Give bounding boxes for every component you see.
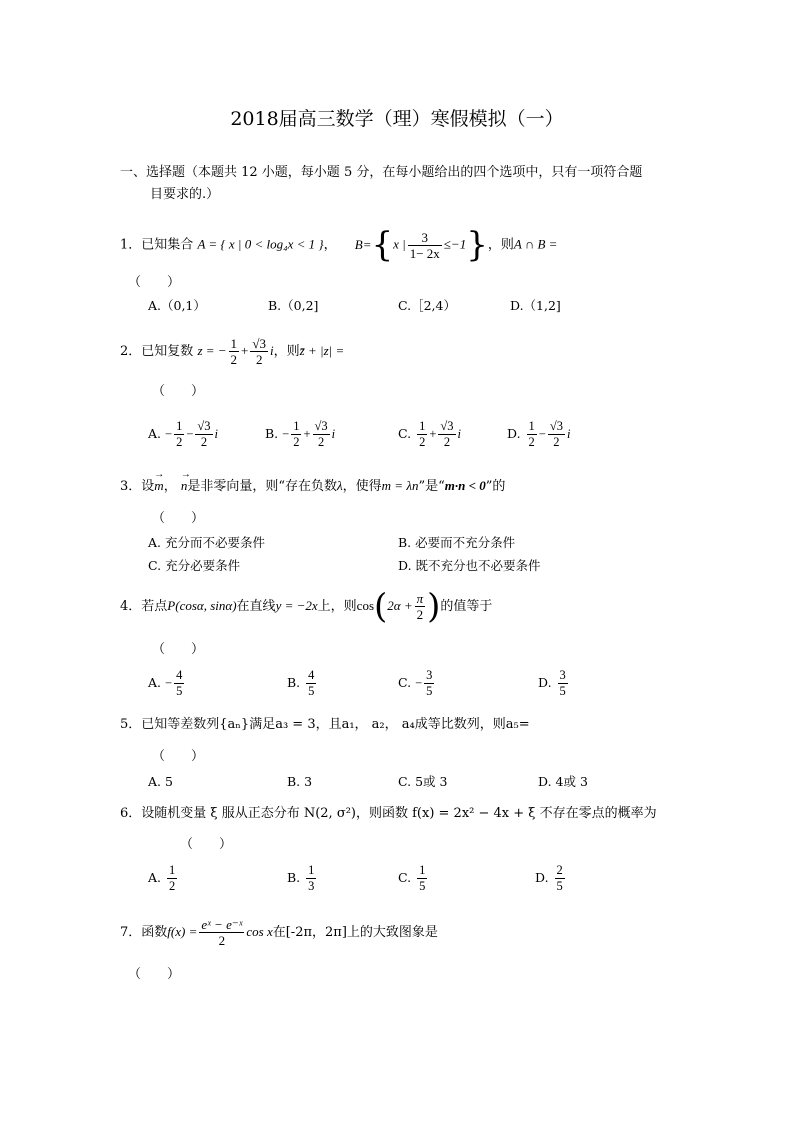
fraction-pi-half xyxy=(415,591,426,622)
fraction-denominator: 5 xyxy=(559,684,566,698)
fraction-denominator: 2 xyxy=(553,435,560,449)
fraction-denominator: 5 xyxy=(426,684,433,698)
fraction xyxy=(558,668,568,699)
fraction-numerator: √3 xyxy=(440,419,454,433)
fraction xyxy=(306,863,316,894)
function-fraction xyxy=(199,917,244,948)
answer-blank: （ ） xyxy=(152,511,205,526)
answer-blank: （ ） xyxy=(152,384,205,399)
fraction-numerator: 2 xyxy=(556,863,563,877)
fraction-numerator: 1 xyxy=(169,863,176,877)
fraction-denominator: 5 xyxy=(308,684,315,698)
question-7 xyxy=(120,915,438,950)
function-lead: f(x) = xyxy=(167,924,198,939)
option-label: B. xyxy=(287,675,301,690)
fraction-denominator: 2 xyxy=(317,435,325,449)
option-d: D.（1,2] xyxy=(510,298,561,313)
question-5 xyxy=(120,716,530,734)
question-text: 是非零向量，则“存在负数 xyxy=(187,479,337,494)
option-label: B. xyxy=(265,426,279,441)
question-text: 在直线 xyxy=(236,599,276,614)
vector-n: → n xyxy=(181,477,188,495)
minus-sign: − xyxy=(282,427,290,441)
option-c: C.［2,4） xyxy=(398,298,456,313)
fraction xyxy=(555,863,565,894)
page-title: 2018届高三数学（理）寒假模拟（一） xyxy=(230,108,564,130)
question-4 xyxy=(120,588,492,625)
fraction-denominator: 5 xyxy=(419,879,426,893)
option-b: B.（0,2] xyxy=(268,298,319,313)
question-text: ，使得 xyxy=(342,479,382,494)
query-expression: z̄ + |z| = xyxy=(299,343,345,358)
plus-sign: + xyxy=(303,427,311,441)
option-a xyxy=(148,665,186,701)
fraction-numerator: √3 xyxy=(252,336,267,351)
fraction-numerator: 1 xyxy=(419,863,426,877)
question-number: 3． xyxy=(120,479,142,494)
option-a: A. 5 xyxy=(148,774,173,789)
left-paren: ( xyxy=(374,586,388,627)
option-b xyxy=(287,860,318,896)
minus-sign: − xyxy=(165,427,173,441)
set-b-lead: B= xyxy=(354,236,372,252)
option-label: B. xyxy=(287,870,301,885)
lambda-symbol: λ xyxy=(337,478,343,493)
fraction-denominator: 2 xyxy=(293,435,300,449)
vector-m: → m xyxy=(154,477,163,495)
section-heading-line2: 目要求的.） xyxy=(150,187,220,202)
fraction xyxy=(438,419,455,450)
fraction-numerator: 4 xyxy=(176,668,183,682)
question-connector: ，则 xyxy=(273,344,300,359)
option-b xyxy=(265,416,335,452)
question-number: 7． xyxy=(120,925,142,940)
minus-sign: − xyxy=(186,427,194,441)
plus-sign: + xyxy=(241,343,249,358)
fraction-denominator: 2 xyxy=(528,435,535,449)
set-b-fraction xyxy=(408,230,442,261)
set-b-inequality: ≤−1 xyxy=(443,236,467,252)
set-a-expression: A = { x | 0 < log₄x < 1 } xyxy=(197,236,324,252)
fraction-numerator: 1 xyxy=(419,419,426,433)
option-a xyxy=(148,416,218,452)
question-number: 2． xyxy=(120,344,142,359)
imaginary-unit: i xyxy=(270,343,274,358)
answer-blank: （ ） xyxy=(180,837,233,852)
vector-equation: m = λn xyxy=(381,478,419,493)
fraction-numerator: √3 xyxy=(549,419,563,433)
fraction xyxy=(424,668,434,699)
question-text: 在[-2π，2π]上的大致图象是 xyxy=(272,925,438,940)
fraction xyxy=(548,419,565,450)
fraction-numerator: 4 xyxy=(308,668,315,682)
option-label: D. xyxy=(538,675,552,690)
fraction-numerator: 1 xyxy=(293,419,300,433)
answer-blank: （ ） xyxy=(152,642,205,657)
imaginary-unit: i xyxy=(331,427,336,441)
fraction xyxy=(306,668,316,699)
question-text: ， xyxy=(163,479,177,494)
fraction-denominator: 1− 2x xyxy=(409,245,440,261)
fraction-numerator: 1 xyxy=(308,863,315,877)
question-text: 设随机变量 ξ 服从正态分布 N(2, σ²)，则函数 f(x) = 2x² − 4x + ξ 不存在零点的概率为 xyxy=(141,806,657,821)
option-b xyxy=(287,665,318,701)
question-text: 已知等差数列{aₙ}满足a₃ = 3，且a₁， a₂， a₄成等比数列，则a₅= xyxy=(141,717,530,732)
fraction xyxy=(174,419,184,450)
option-a xyxy=(148,860,179,896)
set-b-var: x | xyxy=(393,236,406,252)
fraction xyxy=(174,668,184,699)
fraction-numerator: √3 xyxy=(197,419,211,433)
fraction-root-three-half xyxy=(250,336,268,367)
section-heading-line1: 一、选择题（本题共 12 小题，每小题 5 分，在每小题给出的四个选项中，只有一项符合题 xyxy=(120,165,643,180)
fraction-numerator: 1 xyxy=(528,419,535,433)
answer-blank: （ ） xyxy=(128,275,181,290)
fraction-numerator: eˣ − e⁻ˣ xyxy=(201,917,243,932)
point-expression: P(cosα, sinα) xyxy=(167,598,237,613)
question-1: 1．已知集合 A = { x | 0 < log₄x < 1 }， B={x | $\frac{3}{1- 2x}$ ≤−1}，则A ∩ B = xyxy=(120,225,558,265)
fraction-numerator: 3 xyxy=(426,668,433,682)
fraction-numerator: 1 xyxy=(176,419,183,433)
fraction xyxy=(417,863,427,894)
option-a: A. 充分而不必要条件 xyxy=(148,535,265,550)
fraction xyxy=(291,419,301,450)
line-equation: y = −2x xyxy=(275,598,318,613)
option-d xyxy=(538,665,570,701)
option-c xyxy=(398,860,429,896)
fraction-denominator: 5 xyxy=(176,684,183,698)
option-c xyxy=(398,665,436,701)
fraction-denominator: 2 xyxy=(230,352,238,367)
intersection-expression: A ∩ B = xyxy=(513,236,558,252)
question-number: 5． xyxy=(120,717,142,732)
option-d: D. 既不充分也不必要条件 xyxy=(398,558,541,573)
left-brace: { xyxy=(371,225,394,265)
right-paren: ) xyxy=(427,586,441,627)
fraction-denominator: 2 xyxy=(200,435,208,449)
fraction xyxy=(167,863,177,894)
question-text: ”的 xyxy=(485,479,506,494)
option-label: C. xyxy=(398,675,412,690)
imaginary-unit: i xyxy=(457,427,461,441)
fraction-numerator: π xyxy=(416,591,424,606)
minus-sign: − xyxy=(538,427,546,441)
imaginary-unit: i xyxy=(566,427,571,441)
sign: − xyxy=(415,676,423,690)
question-text: 上，则 xyxy=(317,599,357,614)
question-3 xyxy=(120,477,505,496)
right-brace: } xyxy=(466,225,488,265)
option-label: A. xyxy=(148,870,162,885)
fraction xyxy=(417,419,427,450)
imaginary-unit: i xyxy=(214,427,218,441)
question-stem: 已知复数 xyxy=(141,344,194,359)
question-number: 1． xyxy=(120,237,142,253)
option-label: C. xyxy=(398,870,412,885)
dot-product-condition: m·n < 0 xyxy=(444,478,486,493)
fraction-denominator: 2 xyxy=(169,879,176,893)
option-label: C. xyxy=(398,426,412,441)
question-text: 若点 xyxy=(141,599,168,614)
fraction xyxy=(195,419,212,450)
question-2 xyxy=(120,335,344,368)
option-label: A. xyxy=(148,426,162,441)
fraction-denominator: 2 xyxy=(443,435,451,449)
option-b: B. 必要而不充分条件 xyxy=(398,535,516,550)
question-number: 6． xyxy=(120,806,142,821)
question-text: 设 xyxy=(141,479,155,494)
cos-argument: 2α + xyxy=(387,598,413,613)
fraction-denominator: 2 xyxy=(218,933,226,948)
option-b: B. 3 xyxy=(287,774,313,789)
question-stem: 已知集合 xyxy=(141,237,194,253)
plus-sign: + xyxy=(429,427,437,441)
cos-term: cos x xyxy=(246,924,273,939)
question-text: 的值等于 xyxy=(440,599,493,614)
fraction-numerator: 3 xyxy=(408,230,442,246)
question-text: 函数 xyxy=(141,925,168,940)
fraction-numerator: √3 xyxy=(314,419,328,433)
fraction xyxy=(313,419,330,450)
answer-blank: （ ） xyxy=(152,749,205,764)
fraction-numerator: 1 xyxy=(230,336,238,351)
option-c: C. 充分必要条件 xyxy=(148,558,241,573)
question-text: ”是“ xyxy=(418,479,445,494)
option-d xyxy=(507,416,570,452)
fraction-denominator: 5 xyxy=(556,879,563,893)
fraction-denominator: 2 xyxy=(255,352,263,367)
option-label: A. xyxy=(148,675,162,690)
cos-function: cos xyxy=(356,598,375,613)
fraction-denominator: 2 xyxy=(416,607,424,622)
option-a: A.（0,1） xyxy=(148,298,206,313)
question-number: 4． xyxy=(120,599,142,614)
option-d: D. 4或 3 xyxy=(538,774,588,789)
question-6 xyxy=(120,805,657,823)
question-connector: ，则 xyxy=(487,237,514,253)
z-expression-lead: z = − xyxy=(197,343,227,358)
sign: − xyxy=(165,676,173,690)
fraction-denominator: 3 xyxy=(308,879,315,893)
fraction xyxy=(527,419,537,450)
fraction-numerator: 3 xyxy=(559,668,566,682)
fraction-one-half xyxy=(229,336,240,367)
option-label: D. xyxy=(507,426,521,441)
option-c: C. 5或 3 xyxy=(398,774,448,789)
option-c xyxy=(398,416,461,452)
option-label: D. xyxy=(535,870,549,885)
option-d xyxy=(535,860,567,896)
fraction-denominator: 2 xyxy=(419,435,426,449)
answer-blank: （ ） xyxy=(128,967,181,982)
fraction-denominator: 2 xyxy=(176,435,183,449)
